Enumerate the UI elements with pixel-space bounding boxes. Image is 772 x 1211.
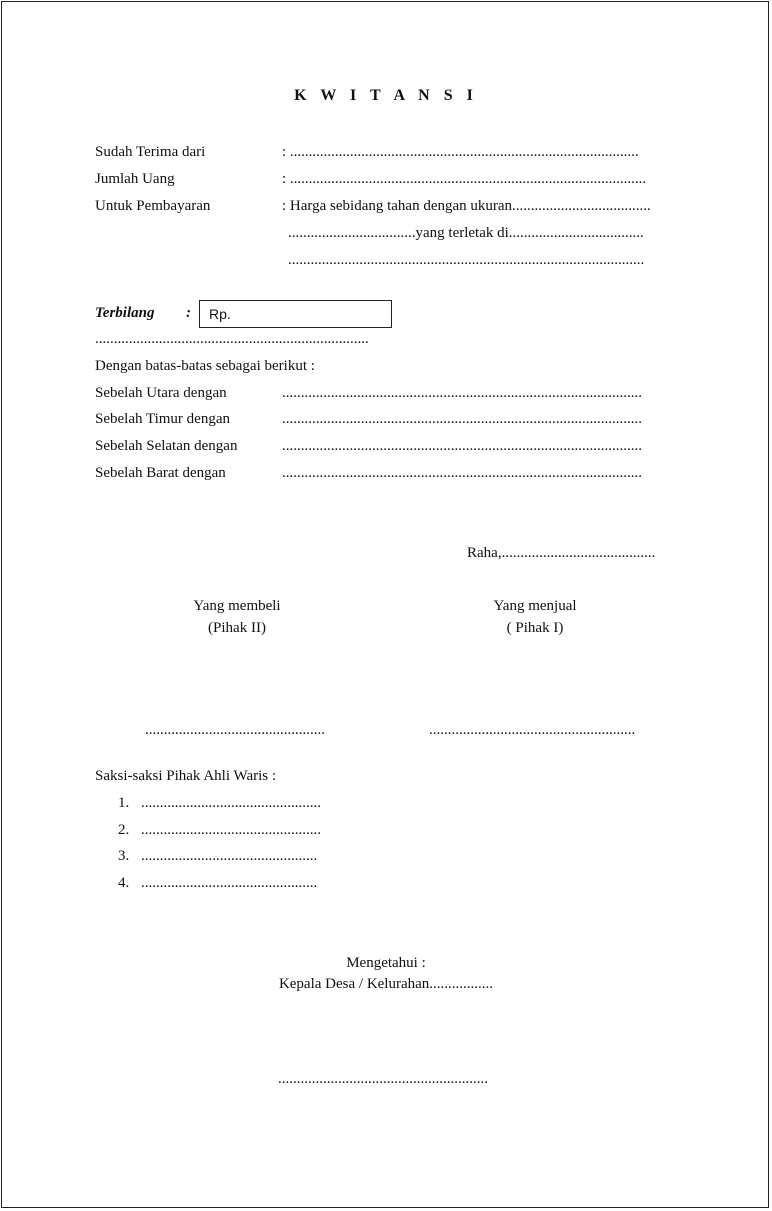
- witness-number-4: 4.: [118, 875, 130, 891]
- place-date: Raha,.........................................: [467, 545, 656, 561]
- buyer-role: Yang membeli: [193, 598, 281, 614]
- terbilang-colon: :: [186, 305, 191, 321]
- witness-number-1: 1.: [118, 795, 130, 811]
- boundary-label-east: Sebelah Timur dengan: [95, 411, 230, 427]
- buyer-party: (Pihak II): [208, 620, 266, 636]
- witness-number-3: 3.: [118, 848, 130, 864]
- field-value-payment-for: : Harga sebidang tahan dengan ukuran.....................................: [282, 198, 651, 214]
- field-label-received-from: Sudah Terima dari: [95, 144, 206, 160]
- field-value-received-from: : .............................................................................................: [282, 144, 639, 160]
- boundary-dots-west: ................................................................................................: [282, 465, 642, 481]
- boundaries-intro: Dengan batas-batas sebagai berikut :: [95, 358, 315, 374]
- terbilang-label: Terbilang: [95, 305, 155, 321]
- payment-line-location: ..................................yang terletak di....................................: [288, 225, 644, 241]
- boundary-dots-south: ................................................................................................: [282, 438, 642, 454]
- terbilang-dotted-line: .........................................................................: [95, 331, 369, 347]
- boundary-label-north: Sebelah Utara dengan: [95, 385, 227, 401]
- field-label-payment-for: Untuk Pembayaran: [95, 198, 211, 214]
- witness-line-1: ................................................: [141, 795, 321, 811]
- field-value-amount: : ...............................................................................................: [282, 171, 647, 187]
- boundary-label-south: Sebelah Selatan dengan: [95, 438, 238, 454]
- boundary-dots-east: ................................................................................................: [282, 411, 642, 427]
- payment-line-extra: ...............................................................................................: [288, 252, 645, 268]
- witness-line-4: ...............................................: [141, 875, 318, 891]
- boundary-dots-north: ................................................................................................: [282, 385, 642, 401]
- seller-signature-line: .......................................................: [429, 722, 636, 738]
- witness-line-3: ...............................................: [141, 848, 318, 864]
- seller-role: Yang menjual: [493, 598, 577, 614]
- amount-box: [199, 300, 392, 328]
- witnesses-heading: Saksi-saksi Pihak Ahli Waris :: [95, 768, 277, 784]
- approval-signature-line: ........................................................: [278, 1071, 488, 1087]
- approval-heading: Mengetahui :: [346, 955, 426, 971]
- field-label-amount: Jumlah Uang: [95, 171, 175, 187]
- approval-title: Kepala Desa / Kelurahan.................: [278, 976, 494, 992]
- boundary-label-west: Sebelah Barat dengan: [95, 465, 226, 481]
- witness-number-2: 2.: [118, 822, 130, 838]
- buyer-signature-line: ................................................: [145, 722, 325, 738]
- amount-box-text: Rp.: [209, 306, 231, 322]
- witness-line-2: ................................................: [141, 822, 321, 838]
- seller-party: ( Pihak I): [506, 620, 564, 636]
- document-title: K W I T A N S I: [294, 87, 478, 104]
